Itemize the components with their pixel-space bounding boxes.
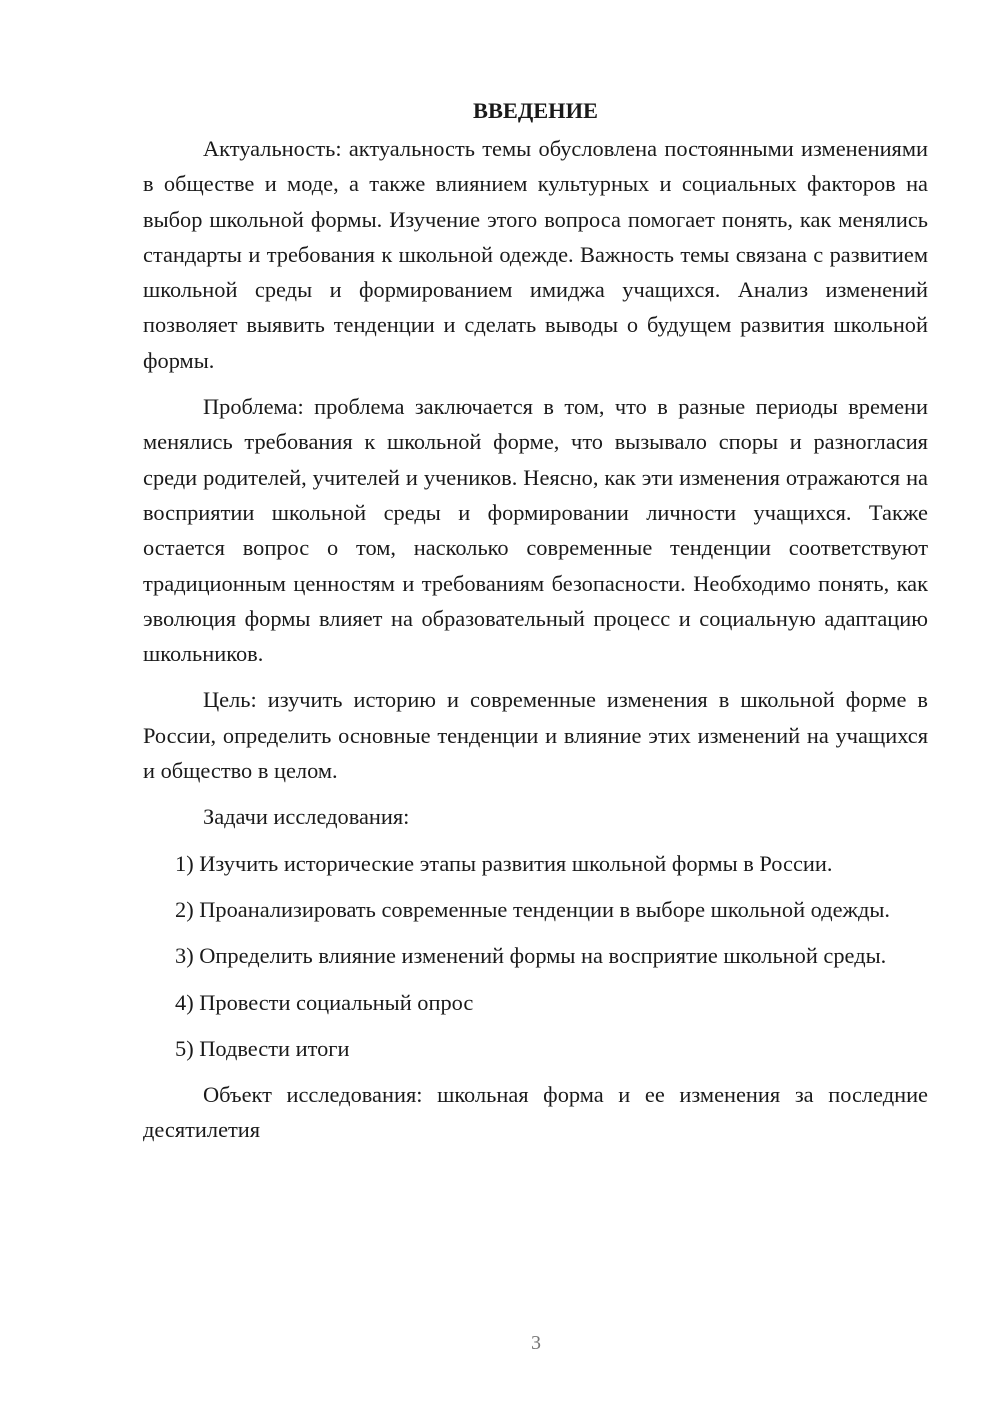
task-item: 5) Подвести итоги xyxy=(175,1035,350,1061)
goal-paragraph: Цель: изучить историю и современные изменения в школьной форме в России, определить основные тенденции и влияние этих изменений на учащихся и общество в целом. xyxy=(143,687,928,784)
section-heading: ВВЕДЕНИЕ xyxy=(473,98,598,123)
object-paragraph: Объект исследования: школьная форма и ее изменения за последние десятилетия xyxy=(143,1082,928,1143)
tasks-heading: Задачи исследования: xyxy=(203,804,410,830)
relevance-paragraph: Актуальность: актуальность темы обусловлена постоянными изменениями в обществе и моде, а также влиянием культурных и социальных факторов на выбор школьной формы. Изучение этого вопроса помогает понять, как менялись стандарты и требования к школьной одежде. Важность темы связана с развитием школьной среды и формированием имиджа учащихся. Анализ изменений позволяет выявить тенденции и сделать выводы о будущем развития школьной формы. xyxy=(143,136,928,373)
page-number: 3 xyxy=(531,1332,541,1354)
page-content xyxy=(143,93,928,1159)
problem-paragraph: Проблема: проблема заключается в том, что в разные периоды времени менялись требования к школьной форме, что вызывало споры и разногласия среди родителей, учителей и учеников. Неясно, как эти изменения отражаются на восприятии школьной среды и формировании личности учащихся. Также остается вопрос о том, насколько современные тенденции соответствуют традиционным ценностям и требованиям безопасности. Необходимо понять, как эволюция формы влияет на образовательный процесс и социальную адаптацию школьников. xyxy=(143,394,928,667)
task-item: 1) Изучить исторические этапы развития школьной формы в России. xyxy=(175,850,833,876)
task-item: 3) Определить влияние изменений формы на восприятие школьной среды. xyxy=(175,943,887,969)
task-item: 4) Провести социальный опрос xyxy=(175,989,474,1015)
task-item: 2) Проанализировать современные тенденции в выборе школьной одежды. xyxy=(175,896,891,922)
